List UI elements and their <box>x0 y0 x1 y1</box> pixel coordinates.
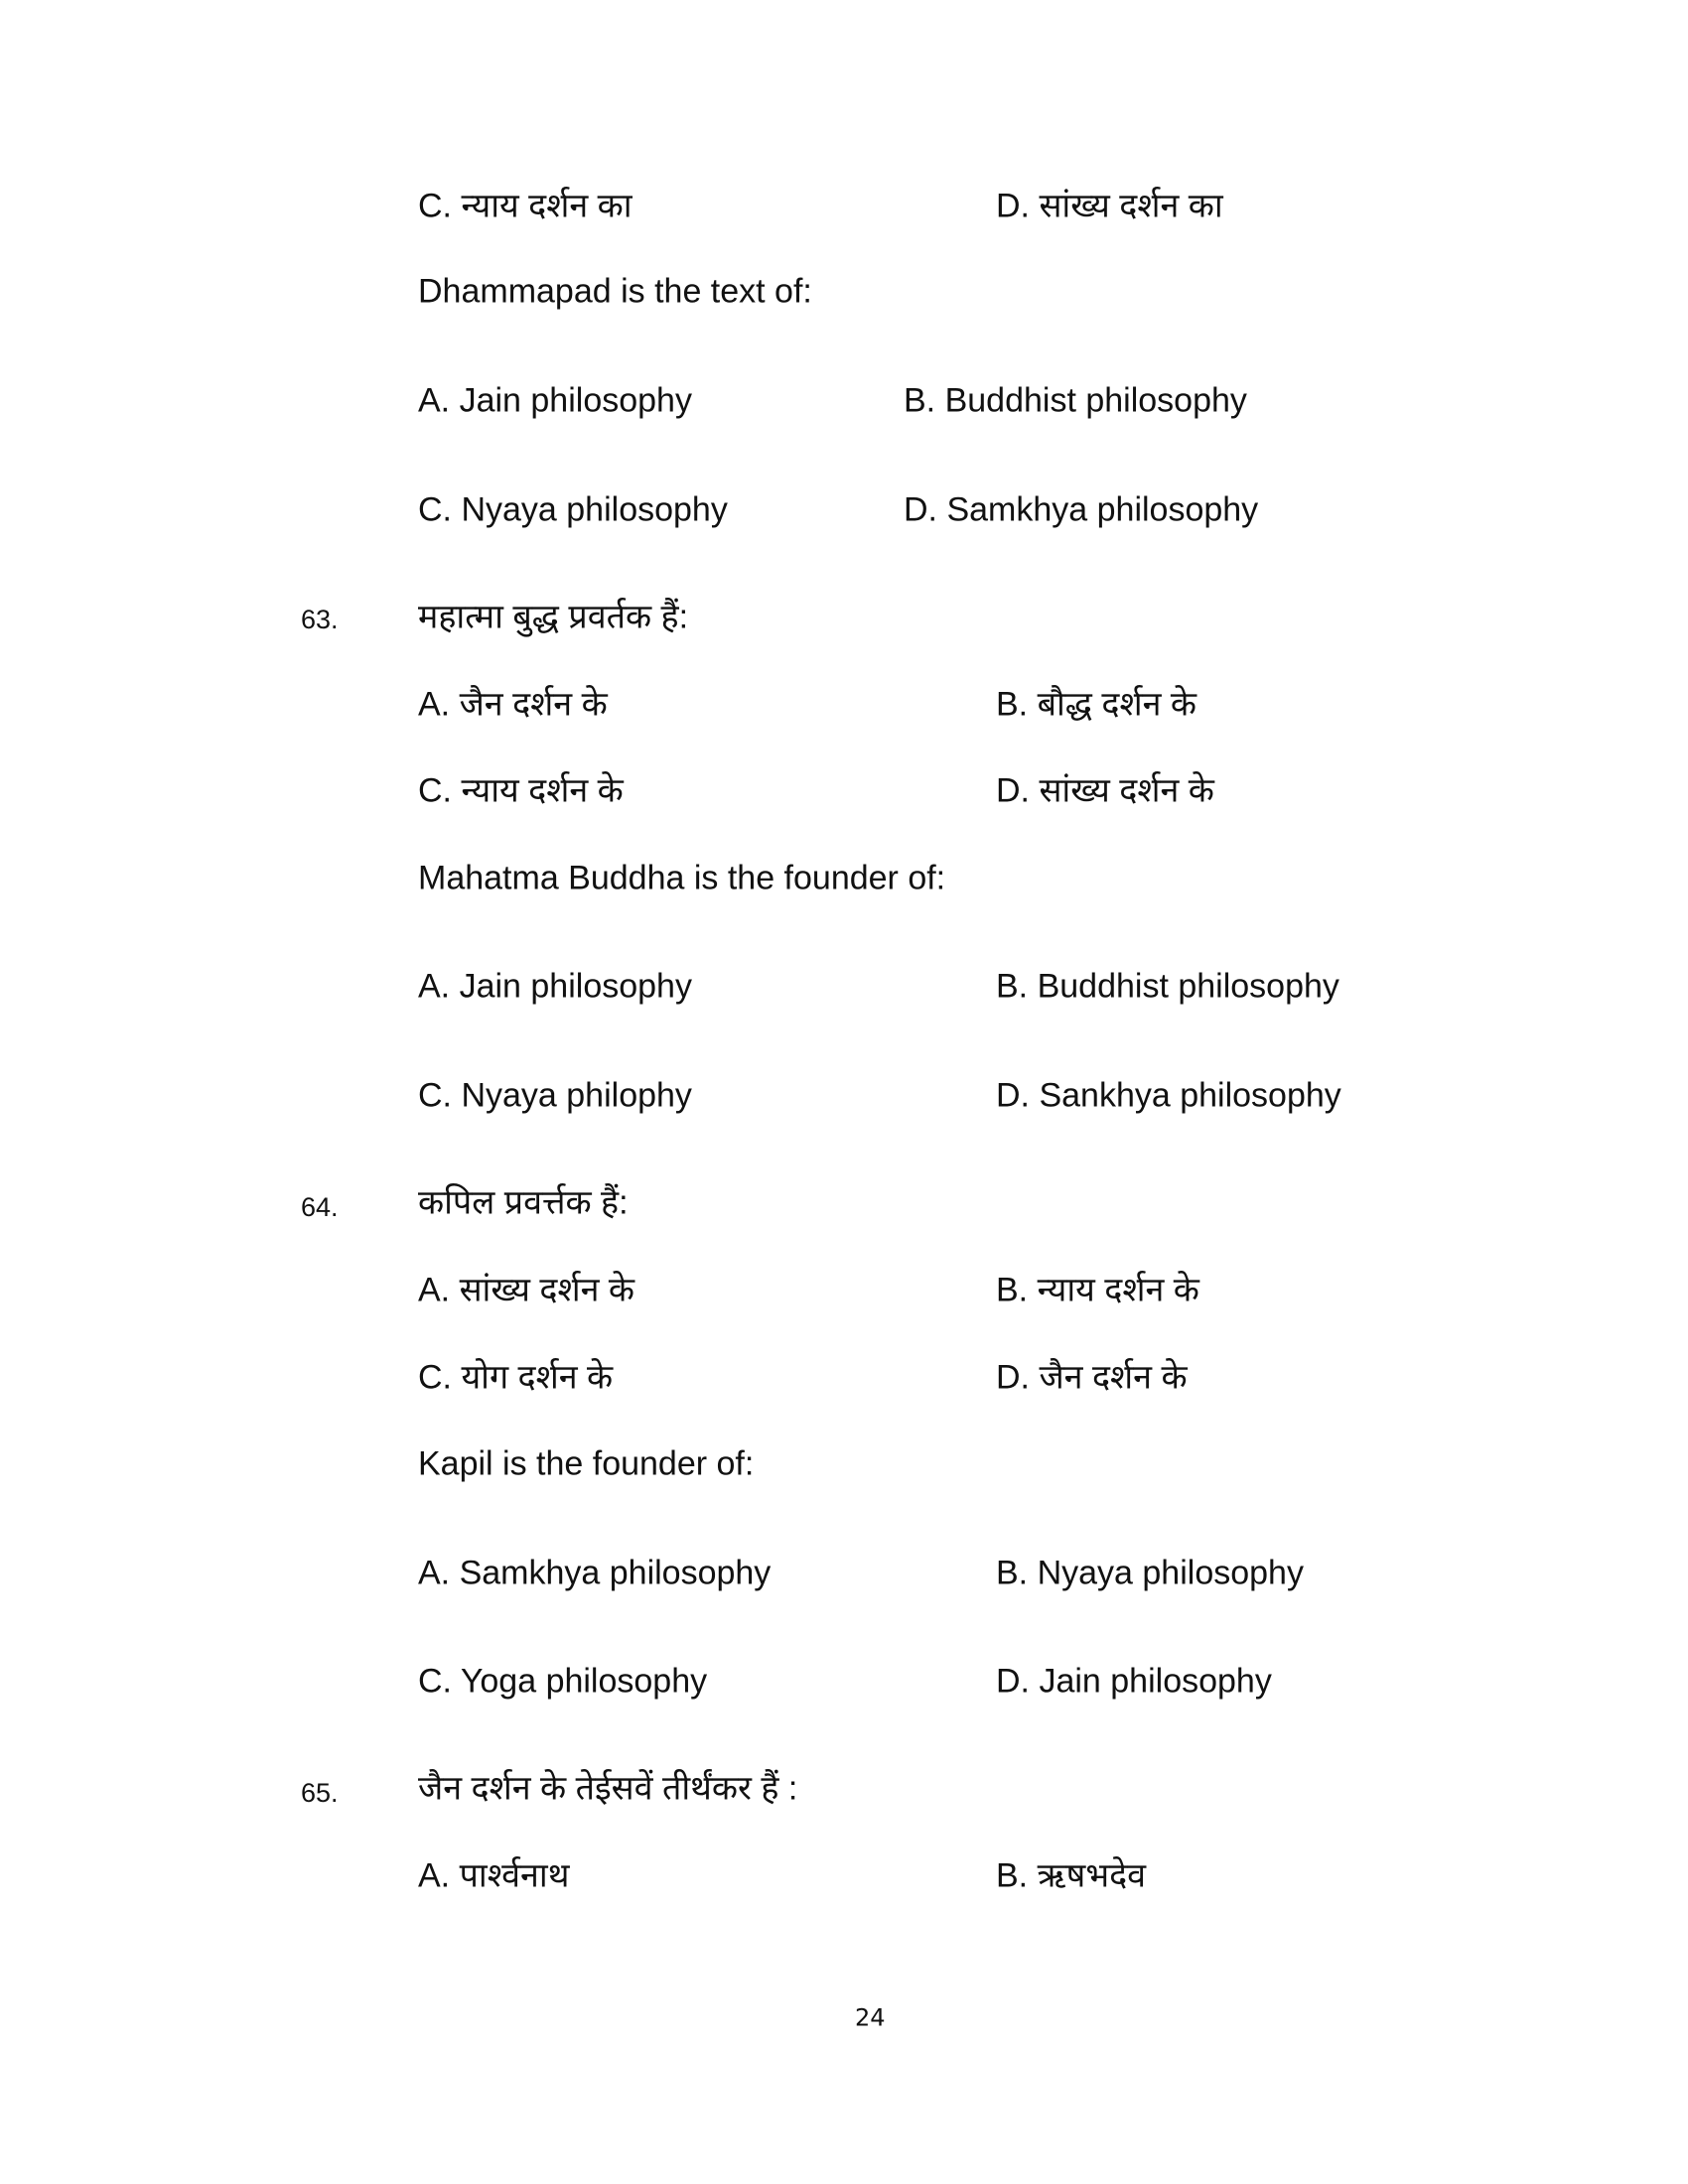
q64-hindi-option-b: B. न्याय दर्शन के <box>996 1271 1199 1309</box>
q62-english-option-b: B. Buddhist philosophy <box>904 381 1247 420</box>
q62-hindi-option-d: D. सांख्य दर्शन का <box>996 187 1223 225</box>
q64-hindi-question: कपिल प्रवर्त्तक हैं: <box>418 1183 629 1222</box>
q63-hindi-option-b: B. बौद्ध दर्शन के <box>996 685 1197 724</box>
q63-english-option-a: A. Jain philosophy <box>418 967 692 1006</box>
q63-english-option-c: C. Nyaya philophy <box>418 1076 692 1115</box>
q64-hindi-option-c: C. योग दर्शन के <box>418 1358 614 1397</box>
q63-hindi-option-c: C. न्याय दर्शन के <box>418 771 624 810</box>
q64-english-option-c: C. Yoga philosophy <box>418 1662 708 1701</box>
q63-hindi-question: महात्मा बुद्ध प्रवर्तक हैं: <box>418 598 689 636</box>
q64-number: 64. <box>301 1191 339 1222</box>
page-number: 24 <box>855 2003 886 2032</box>
q63-english-option-b: B. Buddhist philosophy <box>996 967 1339 1006</box>
q62-hindi-option-c: C. न्याय दर्शन का <box>418 187 633 225</box>
q64-english-option-b: B. Nyaya philosophy <box>996 1554 1304 1592</box>
q64-hindi-option-d: D. जैन दर्शन के <box>996 1358 1188 1397</box>
q62-english-option-d: D. Samkhya philosophy <box>904 490 1259 529</box>
q64-english-option-d: D. Jain philosophy <box>996 1662 1272 1701</box>
q62-english-option-a: A. Jain philosophy <box>418 381 692 420</box>
q65-hindi-option-b: B. ऋषभदेव <box>996 1856 1147 1895</box>
q63-hindi-option-a: A. जैन दर्शन के <box>418 685 608 724</box>
q64-hindi-option-a: A. सांख्य दर्शन के <box>418 1271 635 1309</box>
q63-hindi-option-d: D. सांख्य दर्शन के <box>996 771 1214 810</box>
q64-english-question: Kapil is the founder of: <box>418 1444 755 1483</box>
q65-hindi-question: जैन दर्शन के तेईसवें तीर्थंकर हैं : <box>418 1769 798 1808</box>
q62-english-option-c: C. Nyaya philosophy <box>418 490 728 529</box>
q64-english-option-a: A. Samkhya philosophy <box>418 1554 772 1592</box>
q65-number: 65. <box>301 1777 339 1808</box>
q63-number: 63. <box>301 604 339 634</box>
q63-english-question: Mahatma Buddha is the founder of: <box>418 859 946 897</box>
q65-hindi-option-a: A. पार्श्वनाथ <box>418 1856 570 1895</box>
q62-english-question: Dhammapad is the text of: <box>418 272 812 311</box>
q63-english-option-d: D. Sankhya philosophy <box>996 1076 1341 1115</box>
